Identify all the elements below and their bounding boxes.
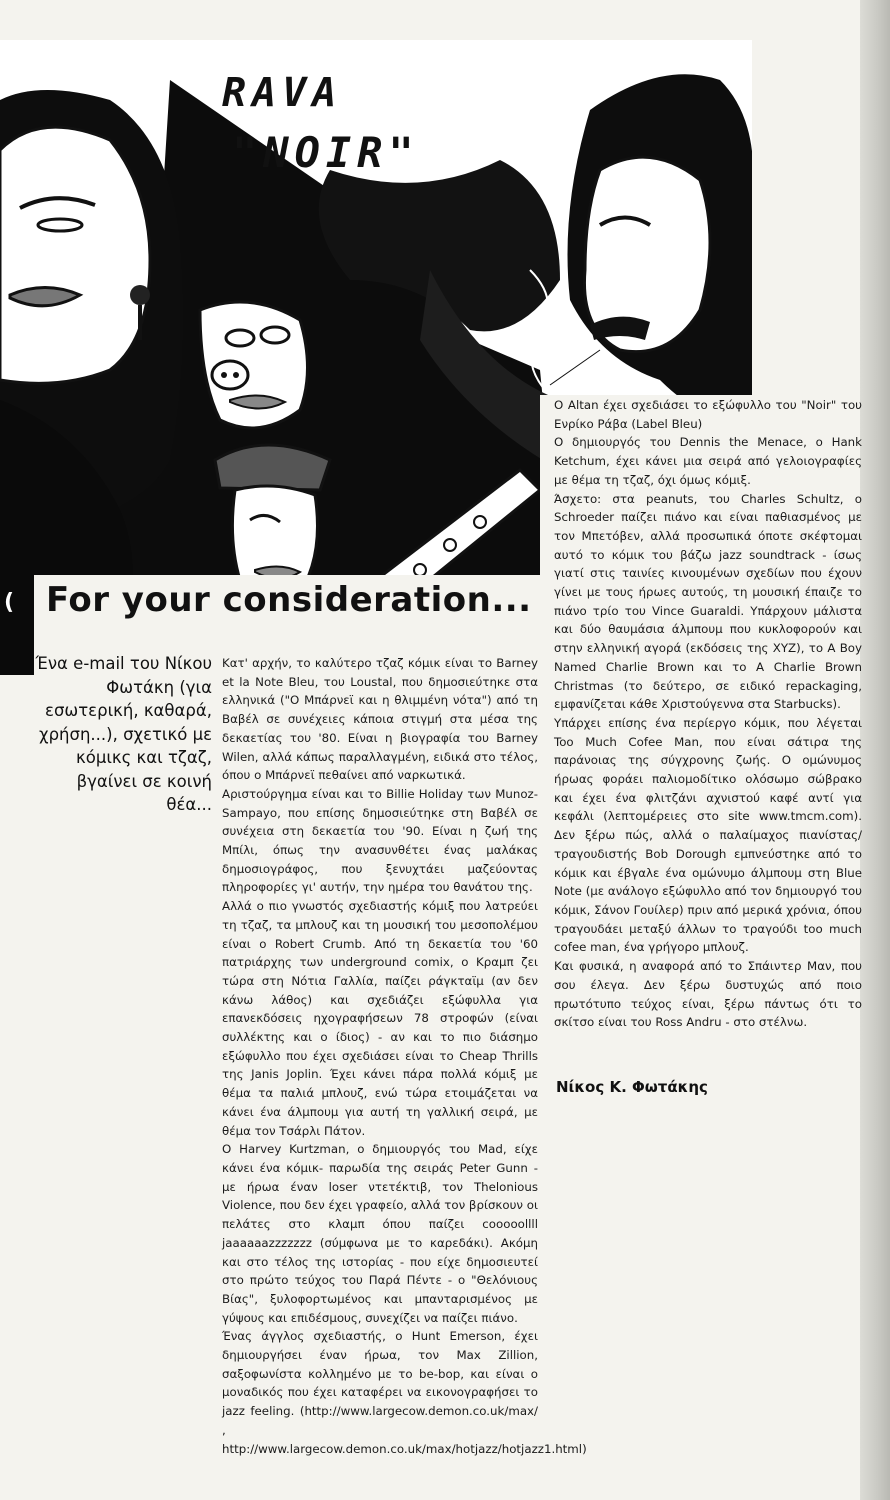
paragraph: Αλλά ο πιο γνωστός σχεδιαστής κόμιξ που λατρεύει τη τζαζ, τα μπλουζ και τη μουσική του μεσοπολέμου είναι ο Robert Crumb. Από τη δεκαετία του '60 πατριάρχης των underground comix, ο Κραμπ ζει τώρα στη Νότια Γαλλία, παίζει ράγκταϊμ (αν δεν κάνω λάθος) και σχεδιάζει εξώφυλλα για επανεκδόσεις ηχογραφήσεων 78 στροφών (είναι συλλέκτης και ο ίδιος) - αν και το πιο διάσημο εξώφυλλο που έχει σχεδιάσει είναι το Cheap Thrills της Janis Joplin. Έχει κάνει πάρα πολλά κόμιξ με θέμα τα παλιά μπλουζ, ενώ τώρα ετοιμάζεται να κάνει ένα άλμπουμ για αυτή τη γαλλική σειρά, με θέμα τον Τσάρλι Πάτον.	[222, 899, 538, 1138]
paragraph: Ο Harvey Kurtzman, ο δημιουργός του Mad, είχε κάνει ένα κόμικ- παρωδία της σειράς Peter Gunn - με ήρωα έναν loser ντετέκτιβ, τον Thelonious Violence, που δεν έχει γραφείο, αλλά τον βρίσκουν οι πελάτες στο κλαμπ όπου παίζει cooooollll jaaaaaazzzzzzz (σύμφωνα με το καρεδάκι). Ακόμη και στο τέλος της ιστορίας - που είχε δημοσιευτεί στο πρώτο τεύχος του Παρά Πέντε - ο "Θελόνιους Βίας", ξυλοφορτωμένος και μπανταρισμένος με γύψους και επιδέσμους, συνεχίζει να παίζει πιάνο.	[222, 1142, 538, 1325]
paragraph: Και φυσικά, η αναφορά από το Σπάιντερ Μαν, που σου έλεγα. Δεν ξέρω δυστυχώς από ποιο πρωτότυπο τεύχος είναι, ξέρω πάντως ότι το σκίτσο είναι του Ross Andru - στο στέλνω.	[554, 959, 862, 1030]
article-column-2	[554, 396, 862, 1032]
paragraph: Αριστούργημα είναι και το Billie Holiday των Munoz-Sampayo, που επίσης δημοσιεύτηκε στη Βαβέλ σε συνέχεια στη δεκαετία του '90. Είναι η ζωή της Μπίλι, όπως την ανασυνθέτει ένας μαλάκας δημοσιογράφος, που ξενυχτάει μαζεύοντας πληροφορίες γι' αυτήν, την ημέρα του θανάτου της.	[222, 786, 538, 895]
comic-title-line2: "NOIR"	[232, 128, 420, 177]
paragraph: Υπάρχει επίσης ένα περίεργο κόμικ, που λέγεται Too Much Cofee Man, που είναι σάτιρα της παράνοιας της σύγχρονης ζωής. Ο ομώνυμος ήρωας φοράει παλιομοδίτικο ολόσωμο σώβρακο και έχει ένα φλιτζάνι αχνιστού καφέ αντί για κεφάλι (λεπτομέρειες στο site www.tmcm.com). Δεν ξέρω πώς, αλλά ο παλαίμαχος πιανίστας/τραγουδιστής Bob Dorough εμπνεύστηκε από το κόμικ και έβγαλε ένα ομώνυμο άλμπουμ στη Blue Note (με ανάλογο εξώφυλλο από τον δημιουργό του κόμικ, Σάνον Γουίλερ) πριν από μερικά χρόνια, όπου τραγουδάει μεταξύ άλλων το τραγούδι too much cofee man, ένα γρήγορο μπλουζ.	[554, 715, 862, 955]
author-signature: Νίκος Κ. Φωτάκης	[556, 1078, 708, 1096]
article-column-1	[222, 654, 587, 1458]
paragraph: Κατ' αρχήν, το καλύτερο τζαζ κόμικ είναι το Barney et la Note Bleu, του Loustal, που δημοσιεύτηκε στα ελληνικά ("Ο Μπάρνεϊ και η θλιμμένη νότα") από τη Βαβέλ σε συνέχειες κάποια στιγμή στα μέσα της δεκαετίας του '80. Είναι η βιογραφία του Barney Wilen, αλλά κάπως παραλλαγμένη, ειδικά στο τέλος, όπου ο Μπάρνεϊ πεθαίνει από ναρκωτικά.	[222, 656, 538, 783]
paragraph: Ο Altan έχει σχεδιάσει το εξώφυλλο του "Noir" του Ενρίκο Ράβα (Label Bleu)	[554, 398, 862, 431]
paragraph: Ο δημιουργός του Dennis the Menace, ο Hank Ketchum, έχει κάνει μια σειρά από γελοιογραφίες με θέμα τη τζαζ, όχι όμως κόμιξ.	[554, 435, 862, 487]
page-edge	[860, 0, 890, 1500]
paragraph: Ένας άγγλος σχεδιαστής, ο Hunt Emerson, έχει δημιουργήσει έναν ήρωα, τον Max Zillion, σαξοφωνίστα κολλημένο με το be-bop, και είναι ο μοναδικός που έχει καταφέρει να εικονογραφήσει το jazz feeling. (http://www.largecow.demon.co.uk/max/ , http://www.largecow.demon.co.uk/max/hotjazz/hotjazz1.html)	[222, 1329, 587, 1456]
paragraph: Άσχετο: στα peanuts, του Charles Schultz, ο Schroeder παίζει πιάνο και είναι παθιασμένος με τον Μπετόβεν, αλλά προσωπικά όποτε σκέφτομαι αυτό το κόμικ του βάζω jazz soundtrack - ίσως γιατί στις ταινίες κινουμένων σχεδίων που έχουν γίνει με τους ήρωες αυτούς, τη μουσική έπαιζε το πιάνο τρίο του Vince Guaraldi. Υπάρχουν μάλιστα και δύο θαυμάσια άλμπουμ που κυκλοφορούν και στην ελληνική αγορά (εκδόσεις της XYZ), το A Boy Named Charlie Brown και το A Charlie Brown Christmas (το δεύτερο, σε ειδικό repackaging, εμφανίζεται κάθε Χριστούγεννα στα Starbucks).	[554, 491, 862, 712]
article-intro: Ένα e-mail του Νίκου Φωτάκη (για εσωτερική, καθαρά, χρήση...), σχετικό με κόμικς και τζαζ, βγαίνει σε κοινή θέα...	[35, 654, 212, 814]
comic-title-line1: RAVA	[222, 70, 343, 116]
heading-bracket: (	[4, 590, 15, 615]
article-heading: For your consideration...	[46, 580, 532, 620]
